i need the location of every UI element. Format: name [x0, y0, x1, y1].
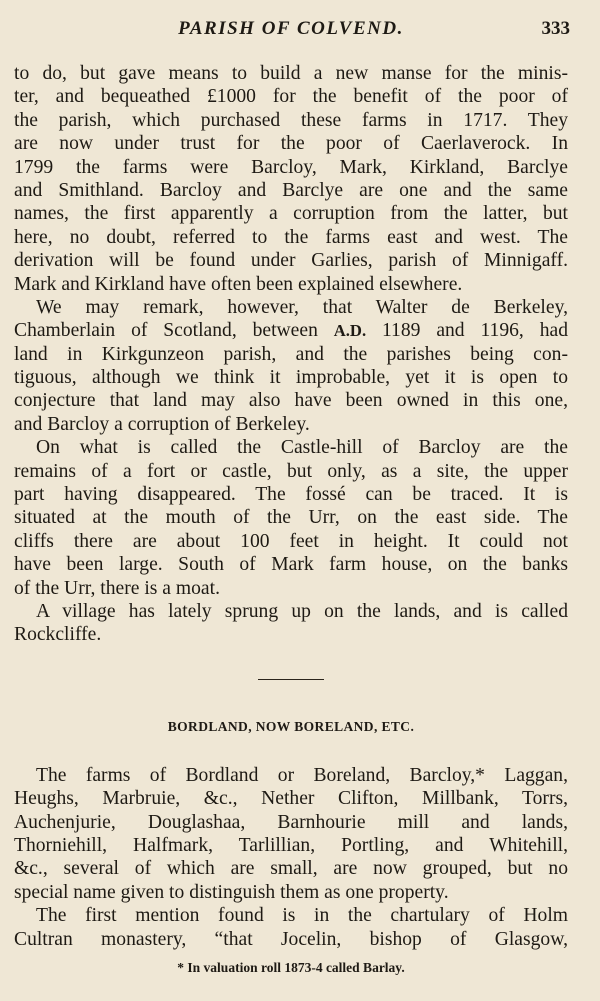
text-line: conjecture that land may also have been owned in this one,: [14, 390, 568, 412]
text-line: Thorniehill, Halfmark, Tarlillian, Portling, and Whitehill,: [14, 834, 568, 856]
paragraph-village: [14, 600, 568, 647]
text-line: remains of a fort or castle, but only, as a site, the upper: [14, 460, 568, 482]
text-line: Mark and Kirkland have often been explained elsewhere.: [14, 273, 463, 295]
text-line: Heughs, Marbruie, &c., Nether Clifton, Millbank, Torrs,: [14, 788, 568, 810]
text-line: tiguous, although we think it improbable, yet it is open to: [14, 367, 568, 389]
text-line: Rockcliffe.: [14, 624, 102, 646]
text-line: land in Kirkgunzeon parish, and the parishes being con-: [14, 343, 568, 365]
anno-domini-abbreviation: A.D.: [333, 321, 367, 341]
text-line: [14, 319, 568, 342]
text-line: are now under trust for the poor of Caerlaverock. In: [14, 133, 568, 155]
footnote: * In valuation roll 1873-4 called Barlay.: [177, 959, 405, 975]
text-line: &c., several of which are small, are now grouped, but no: [14, 858, 568, 880]
section-divider: [258, 679, 324, 680]
text-line: the parish, which purchased these farms in 1717. They: [14, 109, 568, 131]
text-fragment: 1189 and 1196, had: [366, 320, 568, 342]
paragraph-castle-hill: [14, 436, 568, 600]
text-line: of the Urr, there is a moat.: [14, 577, 220, 599]
text-line: have been large. South of Mark farm house, on the banks: [14, 554, 568, 576]
paragraph-continuation: [14, 62, 568, 296]
section-heading: BORDLAND, NOW BORELAND, ETC.: [167, 718, 415, 734]
page-header: [14, 0, 568, 62]
text-line: and Smithland. Barcloy and Barclye are one and the same: [14, 179, 568, 201]
text-line: The first mention found is in the chartulary of Holm: [36, 905, 568, 927]
page-number: 333: [541, 18, 570, 39]
text-line: to do, but gave means to build a new manse for the minis-: [14, 63, 568, 84]
text-line: derivation will be found under Garlies, parish of Minnigaff.: [14, 250, 568, 272]
paragraph-farms: [14, 764, 568, 904]
text-line: The farms of Bordland or Boreland, Barcloy,* Laggan,: [36, 764, 568, 786]
text-line: Auchenjurie, Douglashaa, Barnhourie mill and lands,: [14, 811, 568, 833]
text-line: Cultran monastery, “that Jocelin, bishop of Glasgow,: [14, 928, 568, 950]
text-line: here, no doubt, referred to the farms east and west. The: [14, 226, 568, 248]
text-line: A village has lately sprung up on the lands, and is called: [36, 600, 568, 622]
text-line: ter, and bequeathed £1000 for the benefit of the poor of: [14, 86, 568, 108]
paragraph-first-mention: [14, 904, 568, 951]
text-line: 1799 the farms were Barcloy, Mark, Kirkland, Barclye: [14, 156, 568, 178]
text-line: On what is called the Castle-hill of Barcloy are the: [36, 437, 568, 459]
text-line: situated at the mouth of the Urr, on the east side. The: [14, 507, 568, 529]
text-line: special name given to distinguish them as one property.: [14, 881, 449, 903]
running-title: PARISH OF COLVEND.: [178, 18, 404, 39]
paragraph-berkeley: [14, 296, 568, 436]
text-line: part having disappeared. The fossé can be traced. It is: [14, 484, 568, 506]
text-fragment: Chamberlain of Scotland, between: [14, 320, 334, 342]
text-line: cliffs there are about 100 feet in height. It could not: [14, 530, 568, 552]
text-line: names, the first apparently a corruption from the latter, but: [14, 203, 568, 225]
text-line: and Barcloy a corruption of Berkeley.: [14, 413, 310, 435]
book-page: [14, 0, 568, 977]
text-line: We may remark, however, that Walter de Berkeley,: [36, 296, 568, 318]
